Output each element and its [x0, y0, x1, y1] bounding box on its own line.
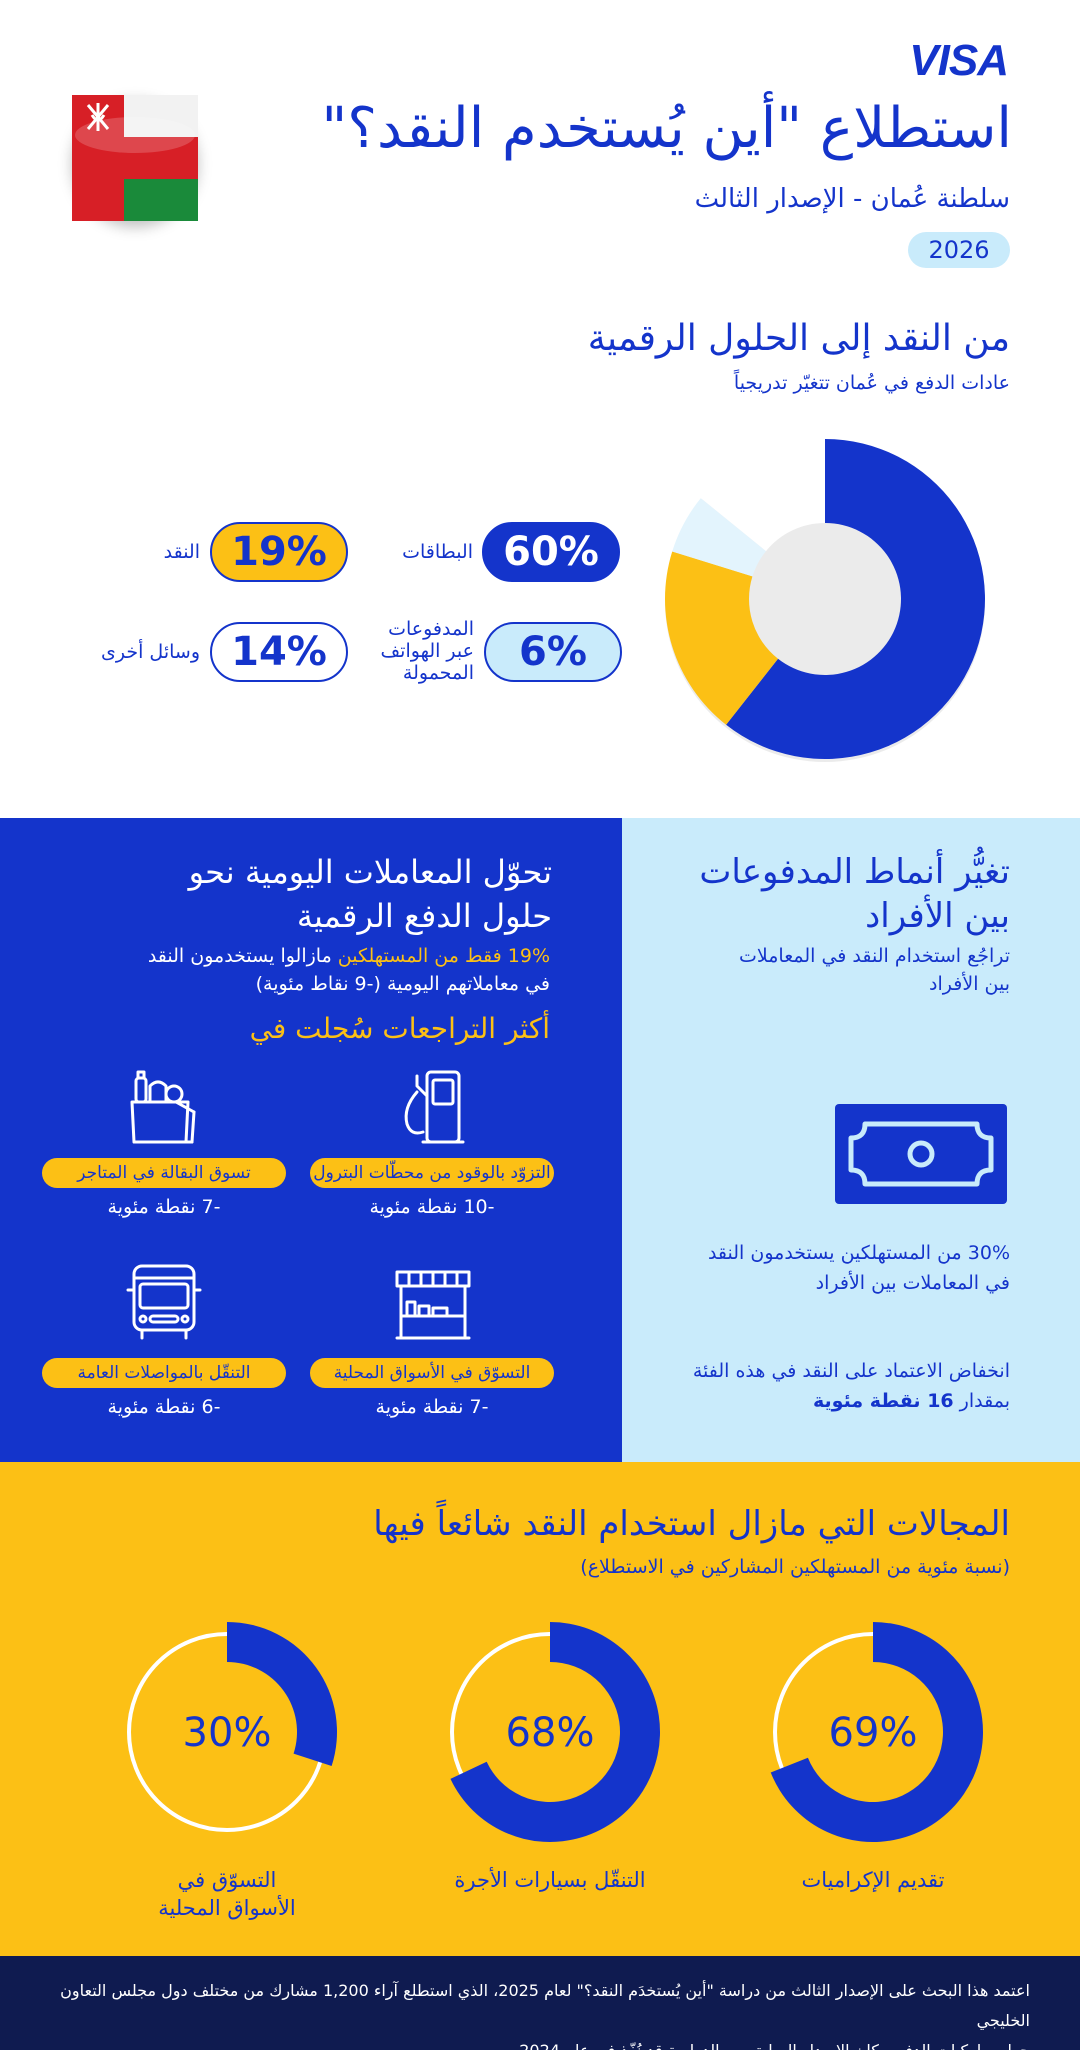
other-methods-label: وسائل أخرى — [101, 641, 200, 663]
ring-caption-tipping: تقديم الإكراميات — [801, 1868, 945, 1892]
cash-label: النقد — [163, 541, 200, 563]
p2p-decline-stat: انخفاض الاعتماد على النقد في هذه الفئة بمقدار 16 نقطة مئوية — [692, 1360, 1010, 1412]
cash-still-common-subtitle: (نسبة مئوية من المستهلكين المشاركين في الاستطلاع) — [580, 1556, 1010, 1578]
daily-transactions-title: تحوّل المعاملات اليومية نحو حلول الدفع الرقمية — [188, 853, 552, 935]
page-subtitle: سلطنة عُمان - الإصدار الثالث — [694, 184, 1010, 214]
taxi-ring-chart — [440, 1622, 660, 1842]
grocery-bag-icon — [124, 1068, 204, 1148]
payment-methods-donut-chart — [660, 434, 990, 764]
mobile-payments-label: المدفوعات عبر الهواتف المحمولة — [380, 618, 474, 684]
tipping-ring-chart — [763, 1622, 983, 1842]
cash-note-icon — [835, 1104, 1007, 1204]
cards-label: البطاقات — [402, 541, 473, 563]
category-badge-public-transport: التنقّل بالمواصلات العامة — [42, 1358, 286, 1388]
bus-icon — [124, 1262, 204, 1342]
category-value-public-transport: -6 نقطة مئوية — [107, 1396, 221, 1418]
page-title: استطلاع "أين يُستخدم النقد؟" — [321, 96, 1012, 161]
p2p-cash-usage-stat: 30% من المستهلكين يستخدمون النقد في المعاملات بين الأفراد — [707, 1242, 1010, 1294]
oman-flag-icon — [72, 95, 198, 221]
category-value-local-markets: -7 نقطة مئوية — [375, 1396, 489, 1418]
market-stall-icon — [393, 1262, 473, 1342]
footer-text: اعتمد هذا البحث على الإصدار الثالث من دراسة "أين يُستخدَم النقد؟" لعام 2025، الذي استطلع آراء 1,200 مشارك من مختلف دول مجلس التعاون الخليجي حول سلوكيات الدفع. وكان الإصدار السابق من الدراسة قد نُفّذ في عام 2024. — [60, 1981, 1030, 2060]
visa-logo: VISA — [909, 36, 1008, 85]
ring-value-label: 30% — [182, 1710, 272, 1756]
category-badge-grocery: تسوق البقالة في المتاجر — [42, 1158, 286, 1188]
cash-still-common-title: المجالات التي مازال استخدام النقد شائعاً فيها — [373, 1504, 1010, 1544]
ring-value-label: 69% — [828, 1710, 918, 1756]
section-cash-to-digital-subtitle: عادات الدفع في عُمان تتغيّر تدريجياً — [733, 372, 1010, 394]
cash-percentage-pill: 19% — [210, 522, 348, 582]
ring-caption-local-markets: التسوّق في الأسواق المحلية — [158, 1868, 296, 1920]
other-methods-percentage-pill: 14% — [210, 622, 348, 682]
section-cash-to-digital-title: من النقد إلى الحلول الرقمية — [587, 318, 1010, 359]
year-badge: 2026 — [908, 232, 1010, 268]
category-value-fuel: -10 نقطة مئوية — [369, 1196, 495, 1218]
mobile-percentage-pill: 6% — [484, 622, 622, 682]
category-badge-local-markets: التسوّق في الأسواق المحلية — [310, 1358, 554, 1388]
biggest-declines-title: أكثر التراجعات سُجلت في — [249, 1012, 550, 1045]
ring-value-label: 68% — [505, 1710, 595, 1756]
p2p-title: تغيُّر أنماط المدفوعات بين الأفراد — [699, 852, 1010, 936]
p2p-text: تراجُع استخدام النقد في المعاملات بين الأفراد — [739, 945, 1010, 995]
category-badge-fuel: التزوّد بالوقود من محطّات البترول — [310, 1158, 554, 1188]
local-markets-ring-chart — [117, 1622, 337, 1842]
fuel-pump-icon — [393, 1068, 473, 1148]
cards-percentage-pill: 60% — [482, 522, 620, 582]
ring-caption-taxi: التنقّل بسيارات الأجرة — [454, 1868, 646, 1892]
category-value-grocery: -7 نقطة مئوية — [107, 1196, 221, 1218]
daily-transactions-text: 19% فقط من المستهلكين مازالوا يستخدمون النقد في معاملاتهم اليومية (-9 نقاط مئوية) — [147, 945, 550, 995]
